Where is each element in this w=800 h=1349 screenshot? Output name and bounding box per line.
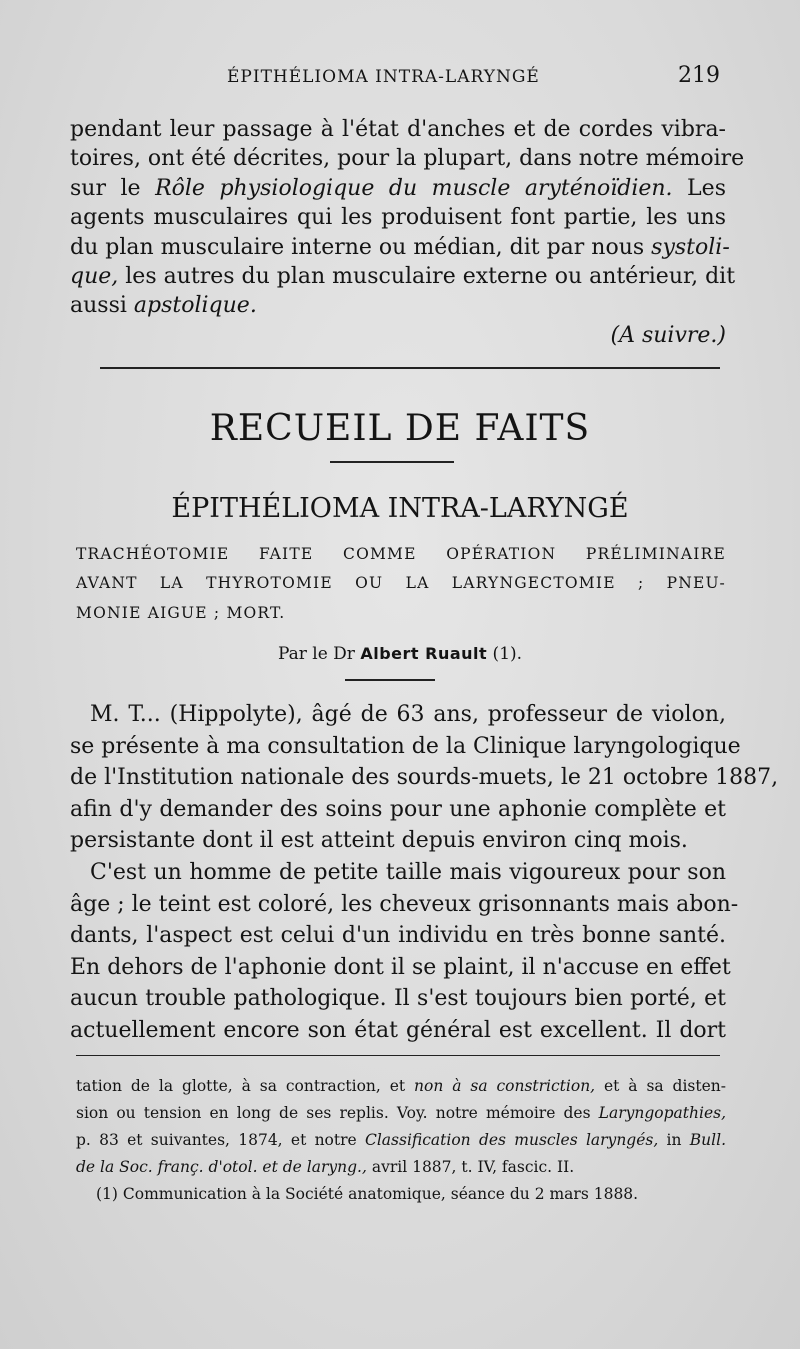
byline-divider [345,679,435,681]
footnotes [76,1073,726,1208]
byline: Par le Dr Albert Ruault (1). [277,644,523,664]
subtitle-line: AVANT LA THYROTOMIE OU LA LARYNGECTOMIE ; PNEU- [76,574,726,593]
text-line: que, les autres du plan musculaire externe ou antérieur, dit [70,263,736,289]
footnote-line: sion ou tension en long de ses replis. Voy. notre mémoire des Laryngopathies, [76,1104,726,1122]
text-line: du plan musculaire interne ou médian, dit par nous systoli- [70,234,730,260]
text-line: aucun trouble pathologique. Il s'est toujours bien porté, et [70,986,726,1012]
section-title: RECUEIL DE FAITS [209,408,591,449]
text-line: âge ; le teint est coloré, les cheveux grisonnants mais abon- [70,891,739,917]
subtitle-line: MONIE AIGUE ; MORT. [76,603,286,622]
text-line: persistante dont il est atteint depuis environ cinq mois. [70,828,688,854]
text-line: de l'Institution nationale des sourds-muets, le 21 octobre 1887, [70,765,779,791]
text-line: C'est un homme de petite taille mais vigoureux pour son [90,859,726,885]
page-number: 219 [678,63,720,88]
running-title: ÉPITHÉLIOMA INTRA-LARYNGÉ [227,67,540,87]
footnote-line: tation de la glotte, à sa contraction, et non à sa constriction, et à sa disten- [76,1077,726,1095]
subtitle-line: TRACHÉOTOMIE FAITE COMME OPÉRATION PRÉLIMINAIRE [76,545,726,563]
text-line: sur le Rôle physiologique du muscle aryténoïdien. Les [70,175,726,201]
footnote-divider [76,1055,720,1056]
title-divider [330,461,454,463]
intro-paragraph [70,115,745,350]
article-body [70,699,779,1047]
text-line: afin d'y demander des soins pour une aphonie complète et [70,796,726,822]
article-subtitle [76,540,726,628]
text-line: pendant leur passage à l'état d'anches et de cordes vibra- [70,117,726,142]
running-head [70,63,720,93]
footnote-line: p. 83 et suivantes, 1874, et notre Classification des muscles laryngés, in Bull. [76,1131,726,1149]
text-line: En dehors de l'aphonie dont il se plaint, il n'accuse en effet [70,954,731,980]
to-follow-note: (A suivre.) [610,322,726,348]
text-line: actuellement encore son état général est excellent. Il dort [70,1017,726,1043]
text-line: aussi apstolique. [70,293,257,319]
text-line: dants, l'aspect est celui d'un individu en très bonne santé. [70,923,726,949]
text-line: toires, ont été décrites, pour la plupart, dans notre mémoire [70,146,745,172]
section-divider [100,367,720,369]
article-title: ÉPITHÉLIOMA INTRA-LARYNGÉ [171,493,629,524]
footnote-line: de la Soc. franç. d'otol. et de laryng., avril 1887, t. IV, fascic. II. [76,1158,575,1176]
text-line: se présente à ma consultation de la Clinique laryngologique [70,733,741,759]
author-name: Albert Ruault [360,644,488,663]
text-line: agents musculaires qui les produisent font partie, les uns [70,205,726,231]
footnote-line: (1) Communication à la Société anatomique, séance du 2 mars 1888. [96,1185,639,1203]
text-line: M. T... (Hippolyte), âgé de 63 ans, professeur de violon, [90,702,726,727]
